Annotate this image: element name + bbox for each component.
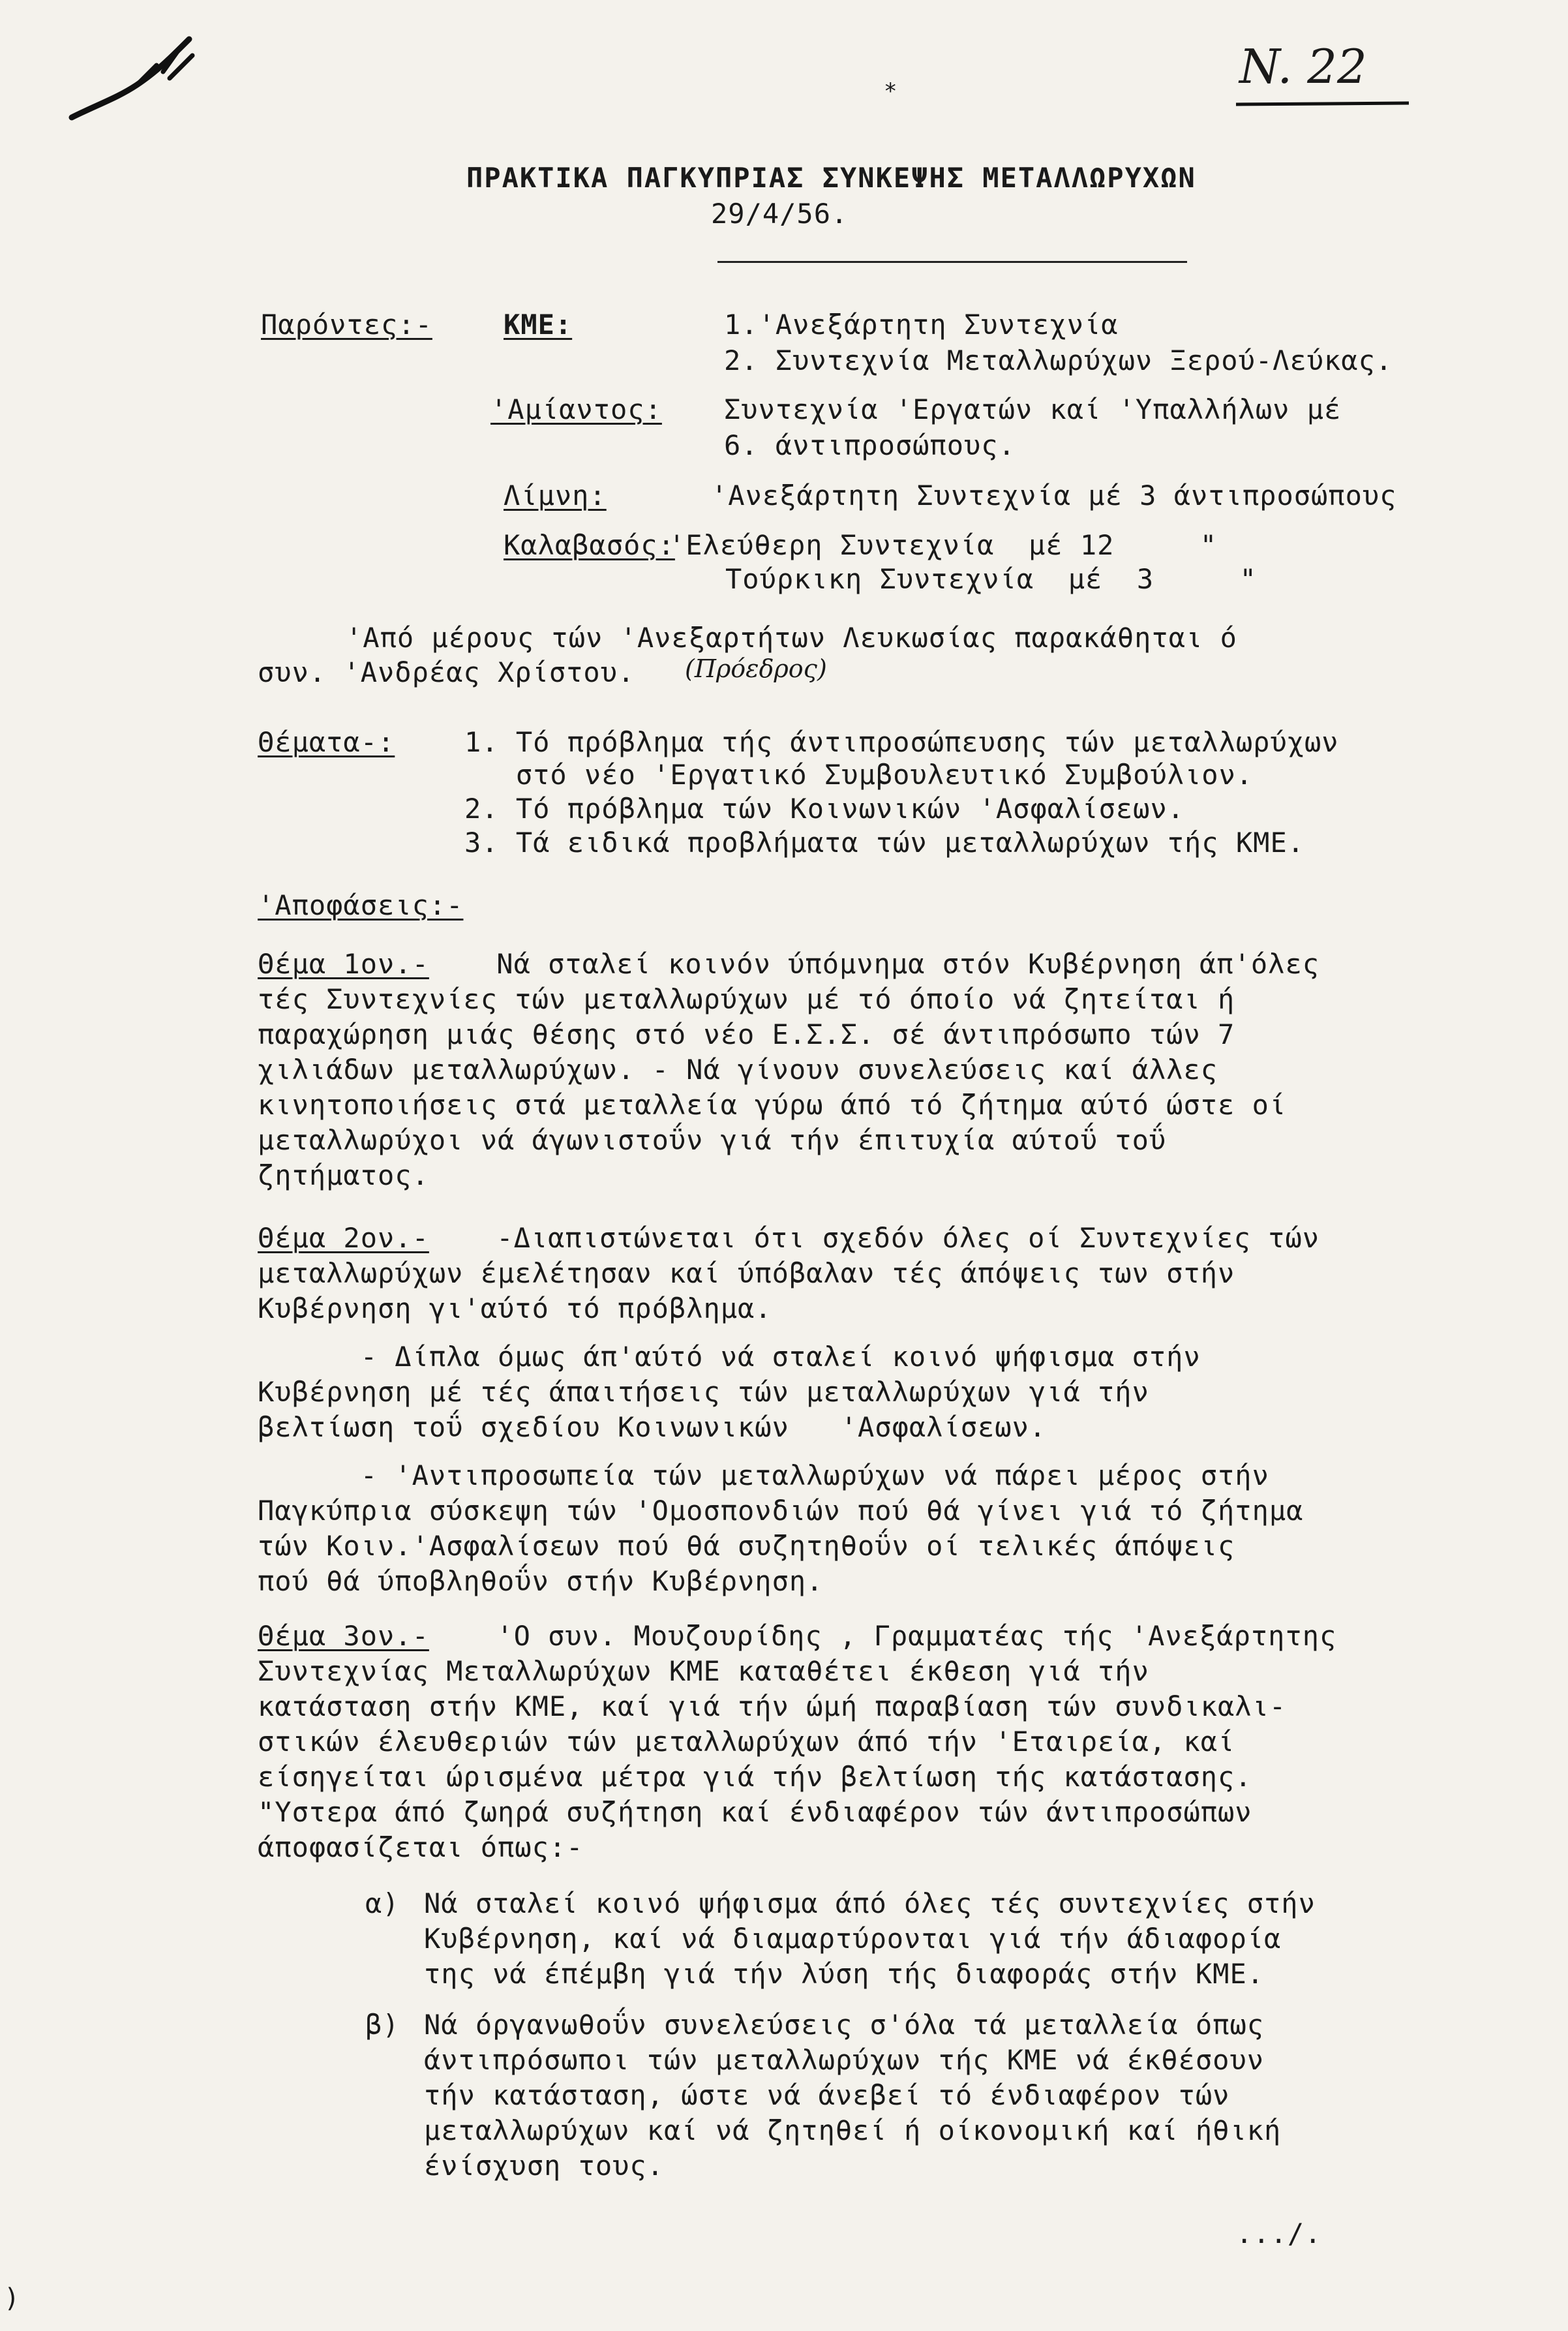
sub-item-a-line: της νά έπέμβη γιά τήν λύση τής διαφοράς στήν ΚΜΕ. [424,1958,1265,1990]
kme-item-1: 1.'Ανεξάρτητη Συντεχνία [724,309,1119,341]
continuation-mark: .../. [1236,2217,1322,2249]
intro-handwritten-note: (Πρόεδρος) [685,654,827,683]
decision-3-line: Συντεχνίας Μεταλλωρύχων ΚΜΕ καταθέτει έκθεση γιά τήν [258,1655,1149,1687]
decision-1-label: Θέμα 1ον.- [258,948,429,980]
decision-3-line: άποφασίζεται όπως:- [258,1831,584,1863]
topic-1-line-2: στό νέο 'Εργατικό Συμβουλευτικό Συμβούλιον. [464,759,1254,791]
decision-1-line: παραχώρηση μιάς θέσης στό νέο Ε.Σ.Σ. σέ άντιπρόσωπο τών 7 [258,1018,1235,1050]
sub-item-b-line: μεταλλωρύχων καί νά ζητηθεί ή οίκονομική καί ήθική [424,2114,1282,2146]
decisions-label: 'Αποφάσεις:- [258,889,464,921]
handwritten-document-number: N. 22 [1239,39,1367,94]
kalavasos-line-2: Τούρκικη Συντεχνία μέ 3 " [725,563,1257,595]
decision-2-line: Παγκύπρια σύσκεψη τών 'Ομοσπονδιών πού θά γίνει γιά τό ζήτημα [258,1495,1304,1527]
intro-line-2: συν. 'Ανδρέας Χρίστου. [258,656,635,688]
sub-item-b-line: τήν κατάσταση, ώστε νά άνεβεί τό ένδιαφέρον τών [424,2079,1230,2111]
topic-3: 3. Τά ειδικά προβλήματα τών μεταλλωρύχων τής ΚΜΕ. [464,827,1305,859]
sub-item-b-line: άντιπρόσωποι τών μεταλλωρύχων τής ΚΜΕ νά έκθέσουν [424,2044,1265,2076]
sub-item-b-marker: β) [365,2009,400,2041]
sub-item-a-marker: α) [365,1887,400,1919]
decision-3-line: "Υστερα άπό ζωηρά συζήτηση καί ένδιαφέρον τών άντιπροσώπων [258,1796,1252,1828]
decision-1-line: μεταλλωρύχοι νά άγωνιστοΰν γιά τήν έπιτυχία αύτοΰ τοΰ [258,1124,1167,1156]
sub-item-a-line: Κυβέρνηση, καί νά διαμαρτύρονται γιά τήν άδιαφορία [424,1923,1282,1955]
decision-2-line: Κυβέρνηση γι'αύτό τό πρόβλημα. [258,1292,772,1324]
decision-3-line: κατάσταση στήν ΚΜΕ, καί γιά τήν ώμή παραβίαση τών συνδικαλι- [258,1690,1287,1722]
decision-1-line: χιλιάδων μεταλλωρύχων. - Νά γίνουν συνελεύσεις καί άλλες [258,1054,1218,1086]
kme-label: ΚΜΕ: [504,309,573,341]
decision-2-line: βελτίωση τοΰ σχεδίου Κοινωνικών 'Ασφαλίσεων. [258,1411,1047,1443]
limni-line-1: 'Ανεξάρτητη Συντεχνία μέ 3 άντιπροσώπους [711,480,1397,511]
topics-label: Θέματα-: [258,726,395,758]
amiantos-label: 'Αμίαντος: [490,393,662,425]
decision-2-line: τών Κοιν.'Ασφαλίσεων πού θά συζητηθοΰν οί τελικές άπόψεις [258,1530,1235,1562]
ink-scribble-mark [59,26,209,130]
decision-3-label: Θέμα 3ον.- [258,1620,429,1652]
limni-label: Λίμνη: [504,480,607,511]
kalavasos-line-1: 'Ελεύθερη Συντεχνία μέ 12 " [669,529,1218,561]
decision-2-line: Κυβέρνηση μέ τές άπαιτήσεις τών μεταλλωρύχων γιά τήν [258,1376,1149,1408]
header-divider [717,261,1187,263]
ink-star-mark: * [884,78,897,104]
decision-2-line: - Δίπλα όμως άπ'αύτό νά σταλεί κοινό ψήφισμα στήν [258,1341,1201,1373]
decision-2-line: -Διαπιστώνεται ότι σχεδόν όλες οί Συντεχνίες τών [479,1222,1320,1254]
number-underline-mark [1233,98,1415,111]
margin-mark: ) [4,2283,20,2313]
document-title: ΠΡΑΚΤΙΚΑ ΠΑΓΚΥΠΡΙΑΣ ΣΥΝΚΕΨΗΣ ΜΕΤΑΛΛΩΡΥΧΩΝ [466,162,1196,194]
decision-2-line: μεταλλωρύχων έμελέτησαν καί ύπόβαλαν τές άπόψεις των στήν [258,1257,1235,1289]
decision-1-line: ζητήματος. [258,1159,429,1191]
kalavasos-label: Καλαβασός: [504,529,675,561]
kme-item-2: 2. Συντεχνία Μεταλλωρύχων Ξερού-Λεύκας. [724,344,1393,376]
sub-item-b-line: Νά όργανωθοΰν συνελεύσεις σ'όλα τά μεταλλεία όπως [424,2009,1265,2041]
decision-2-line: πού θά ύποβληθοΰν στήν Κυβέρνηση. [258,1565,824,1597]
topic-2: 2. Τό πρόβλημα τών Κοινωνικών 'Ασφαλίσεων. [464,793,1185,825]
sub-item-a-line: Νά σταλεί κοινό ψήφισμα άπό όλες τές συντεχνίες στήν [424,1887,1316,1919]
topic-1-line-1: 1. Τό πρόβλημα τής άντιπροσώπευσης τών μεταλλωρύχων [464,726,1339,758]
decision-3-line: 'Ο συν. Μουζουρίδης , Γραμματέας τής 'Ανεξάρτητης [479,1620,1337,1652]
decision-1-line: Νά σταλεί κοινόν ύπόμνημα στόν Κυβέρνηση άπ'όλες [479,948,1320,980]
present-label: Παρόντες:- [261,309,432,341]
decision-3-line: είσηγείται ώρισμένα μέτρα γιά τήν βελτίωση τής κατάστασης. [258,1761,1252,1793]
intro-line-1: 'Από μέρους τών 'Ανεξαρτήτων Λευκωσίας παρακάθηται ό [346,622,1237,654]
decision-2-label: Θέμα 2ον.- [258,1222,429,1254]
decision-3-line: στικών έλευθεριών τών μεταλλωρύχων άπό τήν 'Εταιρεία, καί [258,1726,1235,1758]
sub-item-b-line: ένίσχυση τους. [424,2150,665,2182]
decision-1-line: κινητοποιήσεις στά μεταλλεία γύρω άπό τό ζήτημα αύτό ώστε οί [258,1089,1287,1121]
amiantos-line-2: 6. άντιπροσώπους. [724,429,1016,461]
decision-2-line: - 'Αντιπροσωπεία τών μεταλλωρύχων νά πάρει μέρος στήν [258,1459,1269,1491]
decision-1-line: τές Συντεχνίες τών μεταλλωρύχων μέ τό όποίο νά ζητείται ή [258,983,1235,1015]
amiantos-line-1: Συντεχνία 'Εργατών καί 'Υπαλλήλων μέ [724,393,1342,425]
document-date: 29/4/56. [711,198,849,230]
